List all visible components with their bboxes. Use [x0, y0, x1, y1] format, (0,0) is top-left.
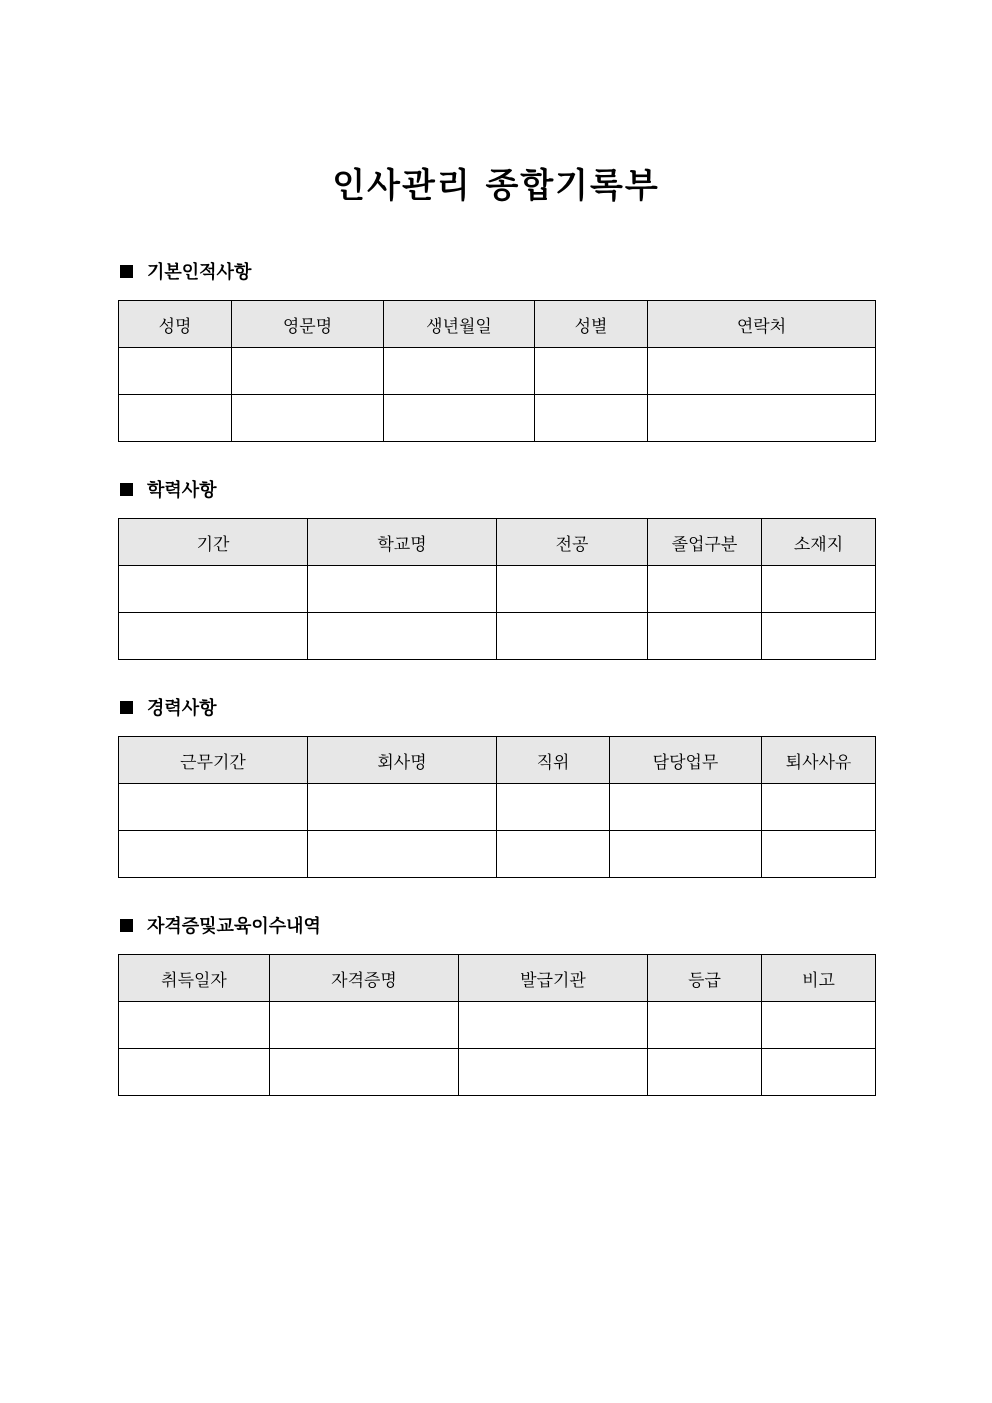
header-cell: 직위 [497, 737, 610, 784]
certificates-table [118, 954, 876, 1096]
header-cell: 퇴사사유 [762, 737, 876, 784]
black-square-icon [120, 701, 133, 714]
header-cell: 근무기간 [119, 737, 308, 784]
table-cell[interactable] [459, 1049, 648, 1096]
table-cell[interactable] [762, 784, 876, 831]
table-cell[interactable] [648, 348, 876, 395]
header-cell: 소재지 [762, 519, 876, 566]
section-heading-label: 학력사항 [147, 480, 217, 501]
document-title: 인사관리 종합기록부 [332, 166, 660, 206]
table-cell[interactable] [119, 831, 308, 878]
table-cell[interactable] [308, 784, 497, 831]
table-cell[interactable] [497, 784, 610, 831]
table-cell[interactable] [648, 1002, 762, 1049]
table-cell[interactable] [497, 613, 648, 660]
table-cell[interactable] [384, 395, 535, 442]
table-cell[interactable] [535, 348, 648, 395]
header-cell: 취득일자 [119, 955, 270, 1002]
table-cell[interactable] [648, 566, 762, 613]
header-cell: 전공 [497, 519, 648, 566]
table-row [119, 831, 876, 878]
education-table [118, 518, 876, 660]
section-certificates [118, 911, 875, 1096]
table-cell[interactable] [308, 831, 497, 878]
table-cell[interactable] [119, 1002, 270, 1049]
table-cell[interactable] [270, 1002, 459, 1049]
table-cell[interactable] [308, 566, 497, 613]
section-heading [118, 257, 875, 285]
header-cell: 비고 [762, 955, 876, 1002]
header-cell: 발급기관 [459, 955, 648, 1002]
section-heading [118, 693, 875, 721]
table-cell[interactable] [497, 831, 610, 878]
table-row [119, 1002, 876, 1049]
header-cell: 영문명 [232, 301, 384, 348]
header-cell: 자격증명 [270, 955, 459, 1002]
table-cell[interactable] [610, 784, 762, 831]
table-cell[interactable] [762, 1002, 876, 1049]
section-basic-info [118, 257, 875, 442]
table-cell[interactable] [119, 1049, 270, 1096]
table-header-row [119, 301, 876, 348]
table-cell[interactable] [384, 348, 535, 395]
section-heading [118, 475, 875, 503]
table-cell[interactable] [119, 784, 308, 831]
header-cell: 학교명 [308, 519, 497, 566]
table-cell[interactable] [610, 831, 762, 878]
table-cell[interactable] [762, 566, 876, 613]
table-row [119, 1049, 876, 1096]
table-cell[interactable] [119, 395, 232, 442]
header-cell: 성명 [119, 301, 232, 348]
table-cell[interactable] [119, 613, 308, 660]
table-cell[interactable] [648, 395, 876, 442]
table-row [119, 395, 876, 442]
table-cell[interactable] [232, 395, 384, 442]
table-cell[interactable] [270, 1049, 459, 1096]
section-heading-label: 경력사항 [147, 698, 217, 719]
table-header-row [119, 519, 876, 566]
section-education [118, 475, 875, 660]
table-header-row [119, 955, 876, 1002]
table-cell[interactable] [648, 613, 762, 660]
career-table [118, 736, 876, 878]
header-cell: 담당업무 [610, 737, 762, 784]
table-cell[interactable] [497, 566, 648, 613]
table-cell[interactable] [648, 1049, 762, 1096]
black-square-icon [120, 483, 133, 496]
table-cell[interactable] [459, 1002, 648, 1049]
section-heading [118, 911, 875, 939]
black-square-icon [120, 265, 133, 278]
header-cell: 연락처 [648, 301, 876, 348]
table-cell[interactable] [119, 566, 308, 613]
header-cell: 등급 [648, 955, 762, 1002]
table-cell[interactable] [762, 613, 876, 660]
header-cell: 회사명 [308, 737, 497, 784]
table-row [119, 784, 876, 831]
header-cell: 생년월일 [384, 301, 535, 348]
table-row [119, 566, 876, 613]
section-heading-label: 기본인적사항 [147, 262, 252, 283]
table-cell[interactable] [308, 613, 497, 660]
section-career [118, 693, 875, 878]
table-header-row [119, 737, 876, 784]
table-cell[interactable] [232, 348, 384, 395]
table-row [119, 348, 876, 395]
black-square-icon [120, 919, 133, 932]
table-cell[interactable] [762, 831, 876, 878]
table-cell[interactable] [762, 1049, 876, 1096]
section-heading-label: 자격증및교육이수내역 [147, 916, 321, 937]
table-cell[interactable] [535, 395, 648, 442]
header-cell: 졸업구분 [648, 519, 762, 566]
basic-info-table [118, 300, 876, 442]
header-cell: 기간 [119, 519, 308, 566]
table-row [119, 613, 876, 660]
header-cell: 성별 [535, 301, 648, 348]
table-cell[interactable] [119, 348, 232, 395]
